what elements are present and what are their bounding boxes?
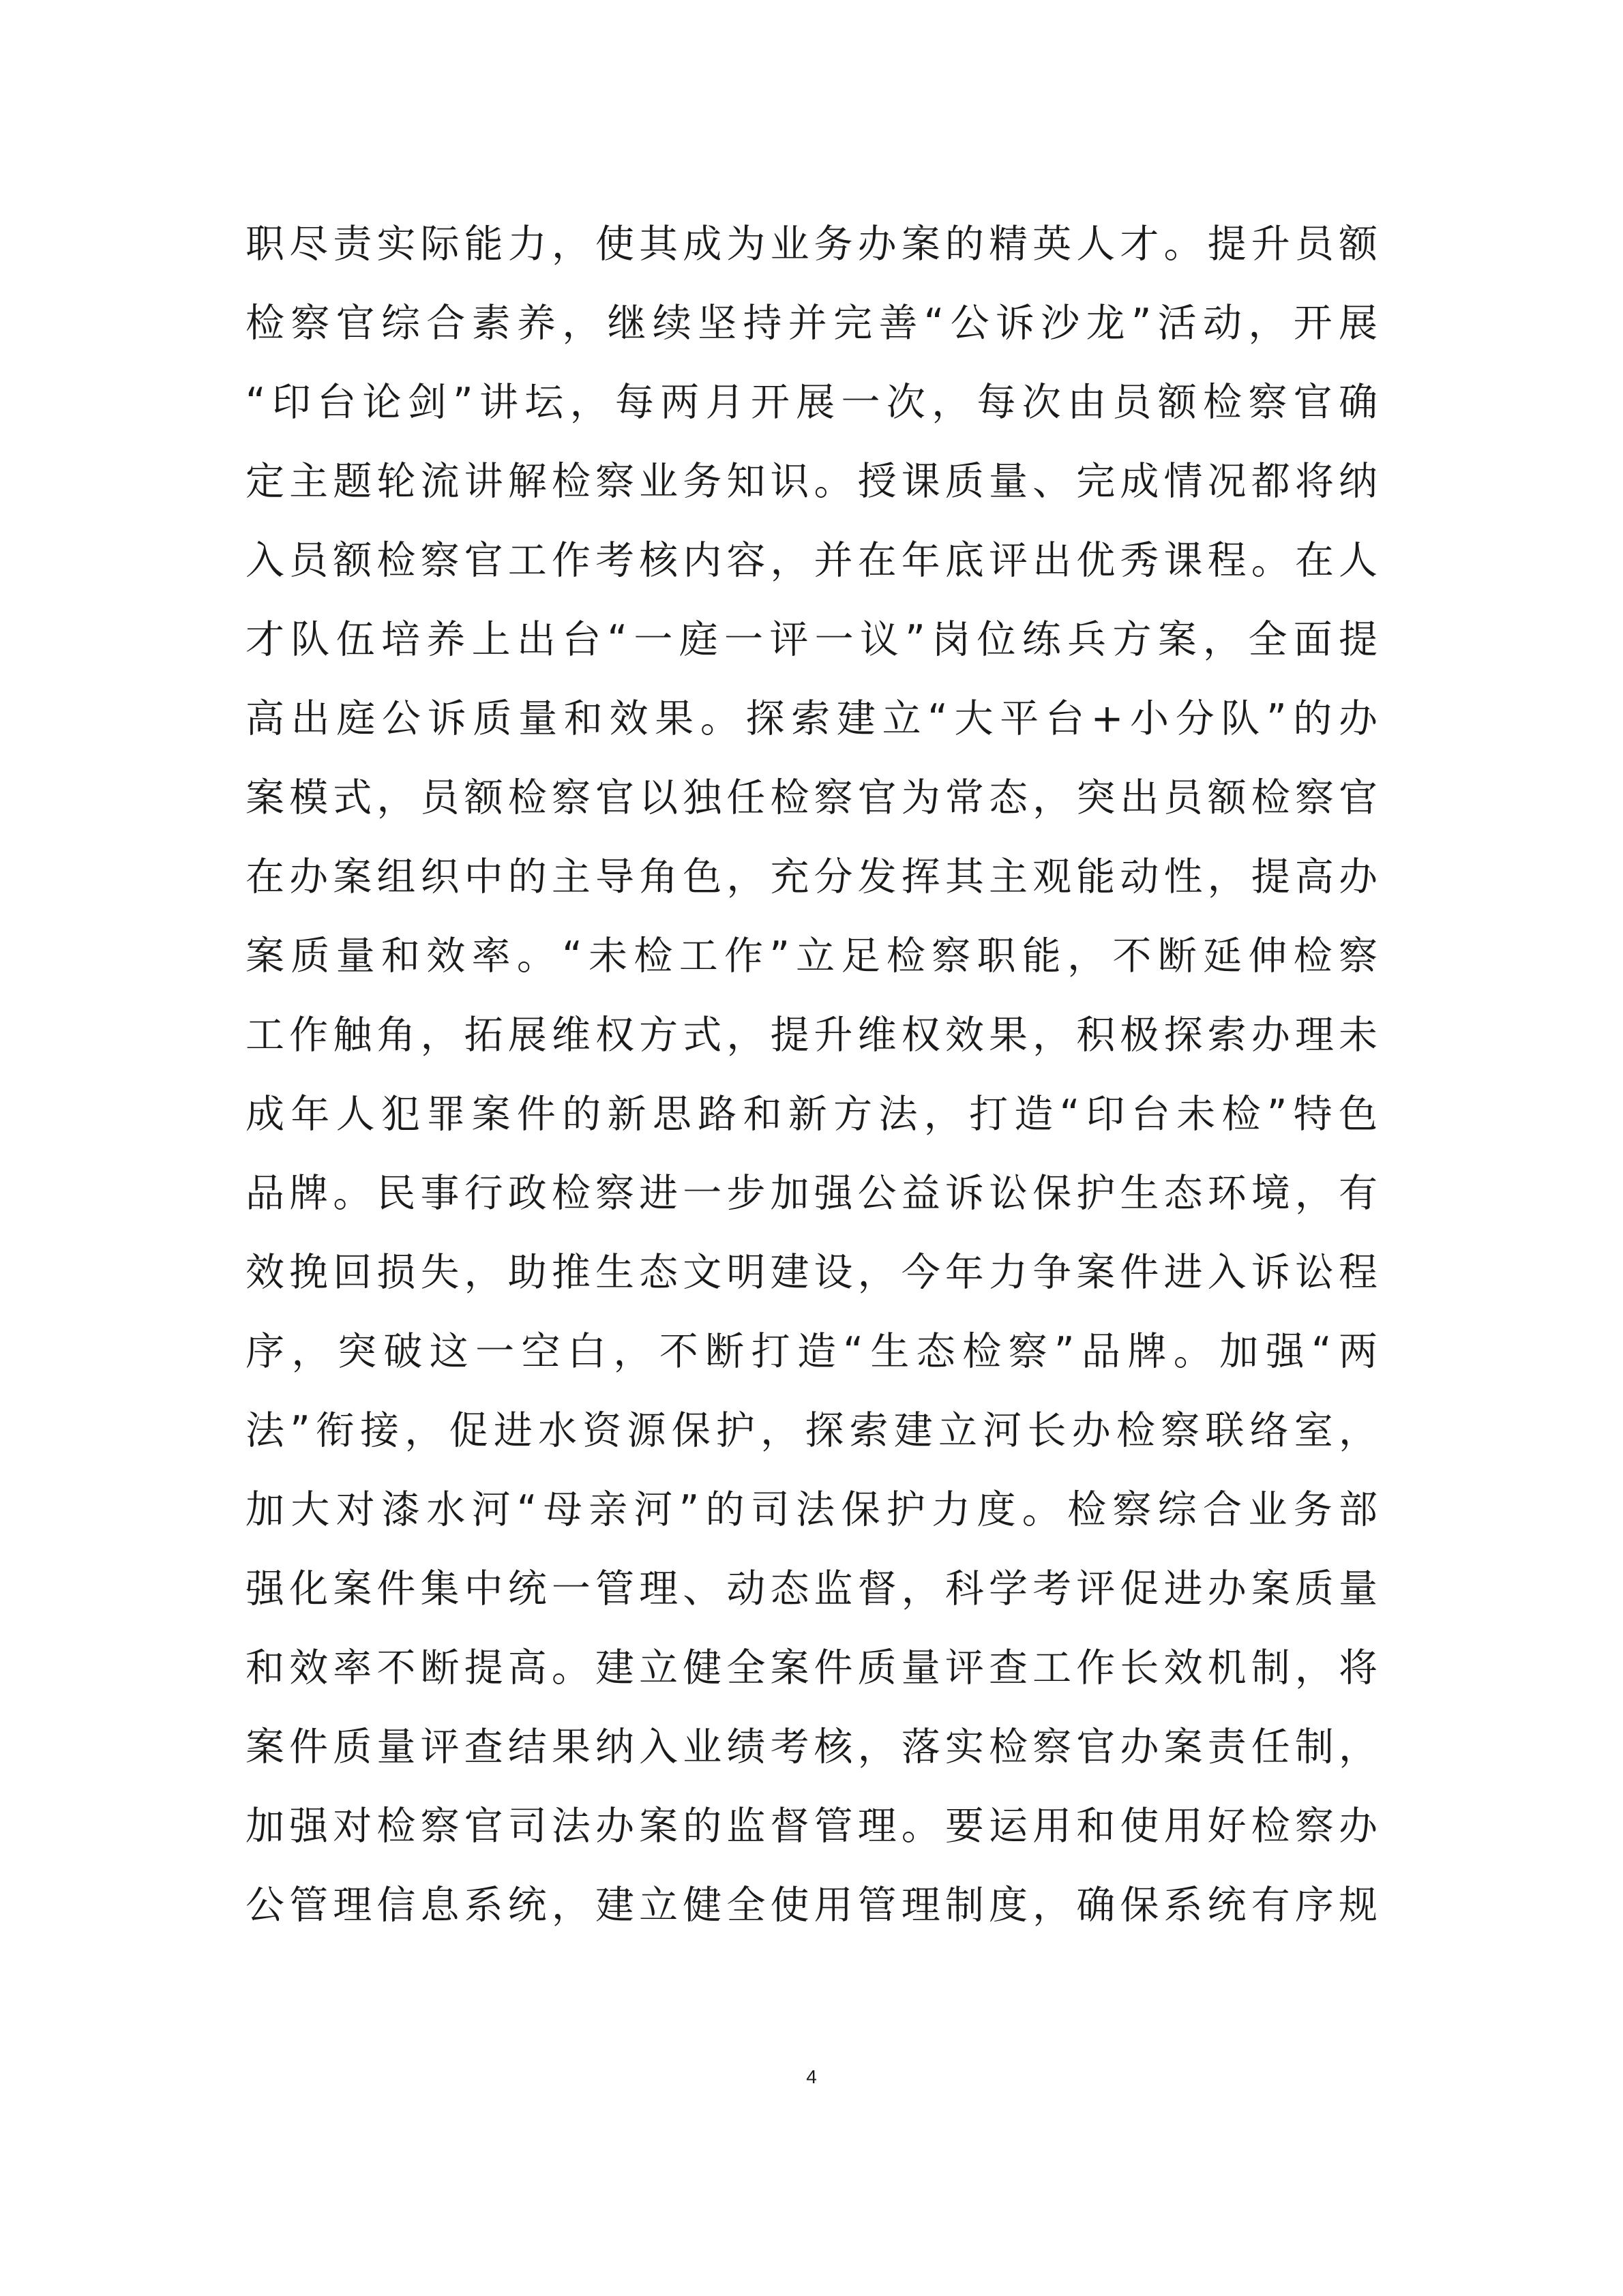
text-line: 加大对漆水河“母亲河”的司法保护力度。检察综合业务部 xyxy=(245,1487,1378,1532)
text-line: “印台论剑”讲坛，每两月开展一次，每次由员额检察官确 xyxy=(245,380,1378,425)
text-line: 才队伍培养上出台“一庭一评一议”岗位练兵方案，全面提 xyxy=(245,617,1378,662)
text-line: 效挽回损失，助推生态文明建设，今年力争案件进入诉讼程 xyxy=(245,1250,1378,1295)
text-line: 工作触角，拓展维权方式，提升维权效果，积极探索办理未 xyxy=(245,1013,1378,1058)
text-line: 案模式，员额检察官以独任检察官为常态，突出员额检察官 xyxy=(245,775,1378,820)
text-line: 入员额检察官工作考核内容，并在年底评出优秀课程。在人 xyxy=(245,538,1378,583)
text-line: 在办案组织中的主导角色，充分发挥其主观能动性，提高办 xyxy=(245,854,1378,899)
text-line: 公管理信息系统，建立健全使用管理制度，确保系统有序规 xyxy=(245,1883,1378,1928)
text-line: 和效率不断提高。建立健全案件质量评查工作长效机制，将 xyxy=(245,1645,1378,1690)
text-line: 法”衔接，促进水资源保护，探索建立河长办检察联络室， xyxy=(245,1408,1378,1453)
body-text xyxy=(245,205,1378,1945)
text-line: 检察官综合素养，继续坚持并完善“公诉沙龙”活动，开展 xyxy=(245,301,1378,346)
text-line: 定主题轮流讲解检察业务知识。授课质量、完成情况都将纳 xyxy=(245,459,1378,504)
text-line: 案件质量评查结果纳入业绩考核，落实检察官办案责任制， xyxy=(245,1725,1378,1770)
text-line: 案质量和效率。“未检工作”立足检察职能，不断延伸检察 xyxy=(245,934,1378,979)
text-line: 成年人犯罪案件的新思路和新方法，打造“印台未检”特色 xyxy=(245,1092,1378,1137)
text-line: 品牌。民事行政检察进一步加强公益诉讼保护生态环境，有 xyxy=(245,1171,1378,1216)
text-line: 强化案件集中统一管理、动态监督，科学考评促进办案质量 xyxy=(245,1566,1378,1611)
text-line: 加强对检察官司法办案的监督管理。要运用和使用好检察办 xyxy=(245,1804,1378,1849)
text-line: 职尽责实际能力，使其成为业务办案的精英人才。提升员额 xyxy=(245,222,1378,267)
page-number: 4 xyxy=(806,2066,817,2087)
text-line: 序，突破这一空白，不断打造“生态检察”品牌。加强“两 xyxy=(245,1329,1378,1374)
text-line: 高出庭公诉质量和效果。探索建立“大平台+小分队”的办 xyxy=(245,696,1378,741)
